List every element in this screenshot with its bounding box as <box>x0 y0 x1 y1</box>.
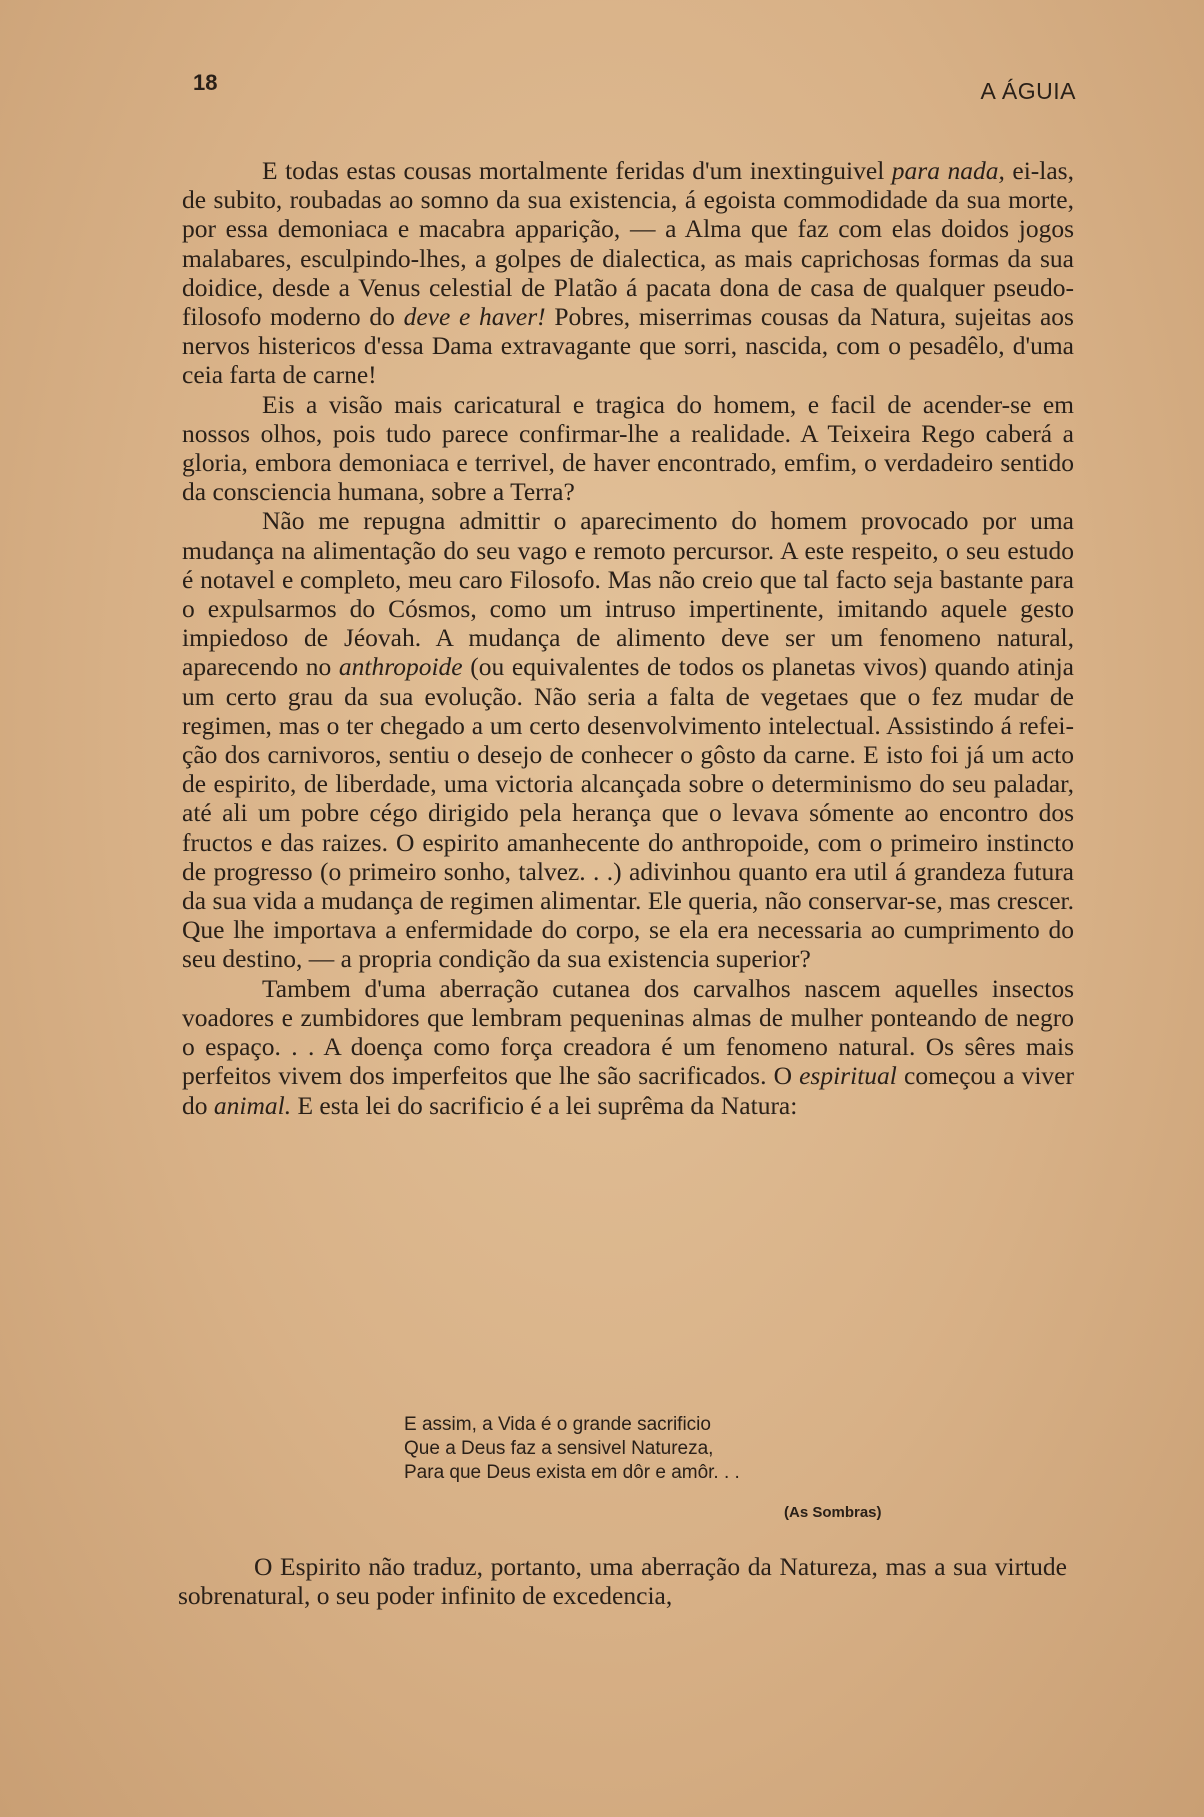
text-segment: Não me repugna admittir o aparecimento do homem provocado por uma mudança na alimentação do seu vago e remoto percursor. A este respeito, o seu estudo é notavel e completo, meu caro Filosofo. Mas não creio que tal facto seja bastante para o expulsarmos do Cósmos, como um intruso impertinente, imitando aquele gesto impiedoso de Jéovah. A mudança de alimento deve ser um fenomeno natural, aparecendo no <box>182 506 1074 682</box>
verse-line: Que a Deus faz a sensivel Natureza, <box>404 1438 714 1459</box>
closing-paragraph: O Espirito não traduz, portanto, uma aberração da Natureza, mas a sua virtude sobrenatural, o seu poder infinito de excedencia, <box>178 1552 1067 1611</box>
closing-text <box>178 1552 1067 1610</box>
text-segment: E esta lei do sacrificio é a lei suprêma da Natura: <box>291 1090 798 1120</box>
text-segment: Pobres, miserrimas cousas da Natura, sujeitas aos nervos histericos d'essa Dama extravagante que sorri, nascida, com o pesadêlo, d'uma ceia farta de carne! <box>182 302 1074 390</box>
running-head: A ÁGUIA <box>980 78 1076 104</box>
paragraph-3 <box>182 506 1074 973</box>
verse-line: Para que Deus exista em dôr e amôr. . . <box>404 1462 740 1483</box>
text-segment: E todas estas cousas mortalmente feridas d'um inextinguivel <box>262 156 892 185</box>
text-segment: Tambem d'uma aberração cutanea dos carvalhos nascem aquelles insectos voadores e zumbidores que lembram pequeninas almas de mulher ponteando de negro o espaço. . . A doença como força creadora é um fenomeno natural. Os sêres mais perfeitos vivem dos imperfeitos que lhe são sacrificados. O <box>182 973 1074 1091</box>
text-segment: começou a viver do <box>182 1061 1074 1120</box>
italic-segment: deve e haver! <box>403 302 546 332</box>
italic-segment: animal. <box>213 1090 292 1120</box>
paragraph-4 <box>182 974 1074 1120</box>
italic-segment: anthropoide <box>338 652 463 682</box>
text-segment: (ou equivalentes de todos os planetas vivos) quando atinja um certo grau da sua evolução. Não seria a falta de vegetaes que o fez mudar de regimen, mas o ter chegado a um certo desenvolvimento intelectual. Assistindo á refeição dos carnivoros, sentiu o desejo de conhecer o gôsto da carne. E isto foi já um acto de espirito, de liberdade, uma victoria alcançada sobre o determinismo do seu paladar, até ali um pobre cégo dirigido pela herança que o levava sómente ao encontro dos fructos e das raizes. O espirito amanhecente do anthropoide, com o primeiro instincto de progresso (o primeiro sonho, talvez. . .) adivinhou quanto era util á grandeza futura da sua vida a mudança de regimen alimentar. Ele queria, não conservar-se, mas crescer. Que lhe importava a enfermidade do corpo, se ela era necessaria ao cumprimento do seu destino, — a propria condição da sua existencia superior? <box>182 652 1074 974</box>
paragraph-1 <box>182 156 1074 390</box>
body-text <box>182 156 1074 1120</box>
italic-segment: espiritual <box>799 1061 897 1091</box>
italic-segment: para nada, <box>891 156 1005 185</box>
text-segment: ei-las, de subito, roubadas ao somno da sua existencia, á egoista commodidade da sua morte, por essa demoniaca e macabra apparição, — a Alma que faz com elas doidos jogos malabares, esculpindo-lhes, a golpes de dialectica, as mais caprichosas formas da sua doidice, desde a Venus celestial de Platão á pacata dona de casa de qualquer pseudo-filosofo moderno do <box>182 156 1074 332</box>
verse-quote <box>404 1413 740 1485</box>
page-number: 18 <box>193 70 218 95</box>
text-segment: Eis a visão mais caricatural e tragica do homem, e facil de acender-se em nossos olhos, pois tudo parece confirmar-lhe a realidade. A Teixeira Rego caberá a gloria, embora demoniaca e terrivel, de haver encontrado, emfim, o verdadeiro sentido da consciencia humana, sobre a Terra? <box>182 389 1074 507</box>
paragraph-2 <box>182 390 1074 507</box>
verse-line: E assim, a Vida é o grande sacrificio <box>404 1414 711 1435</box>
verse-source: (As Sombras) <box>784 1504 882 1521</box>
